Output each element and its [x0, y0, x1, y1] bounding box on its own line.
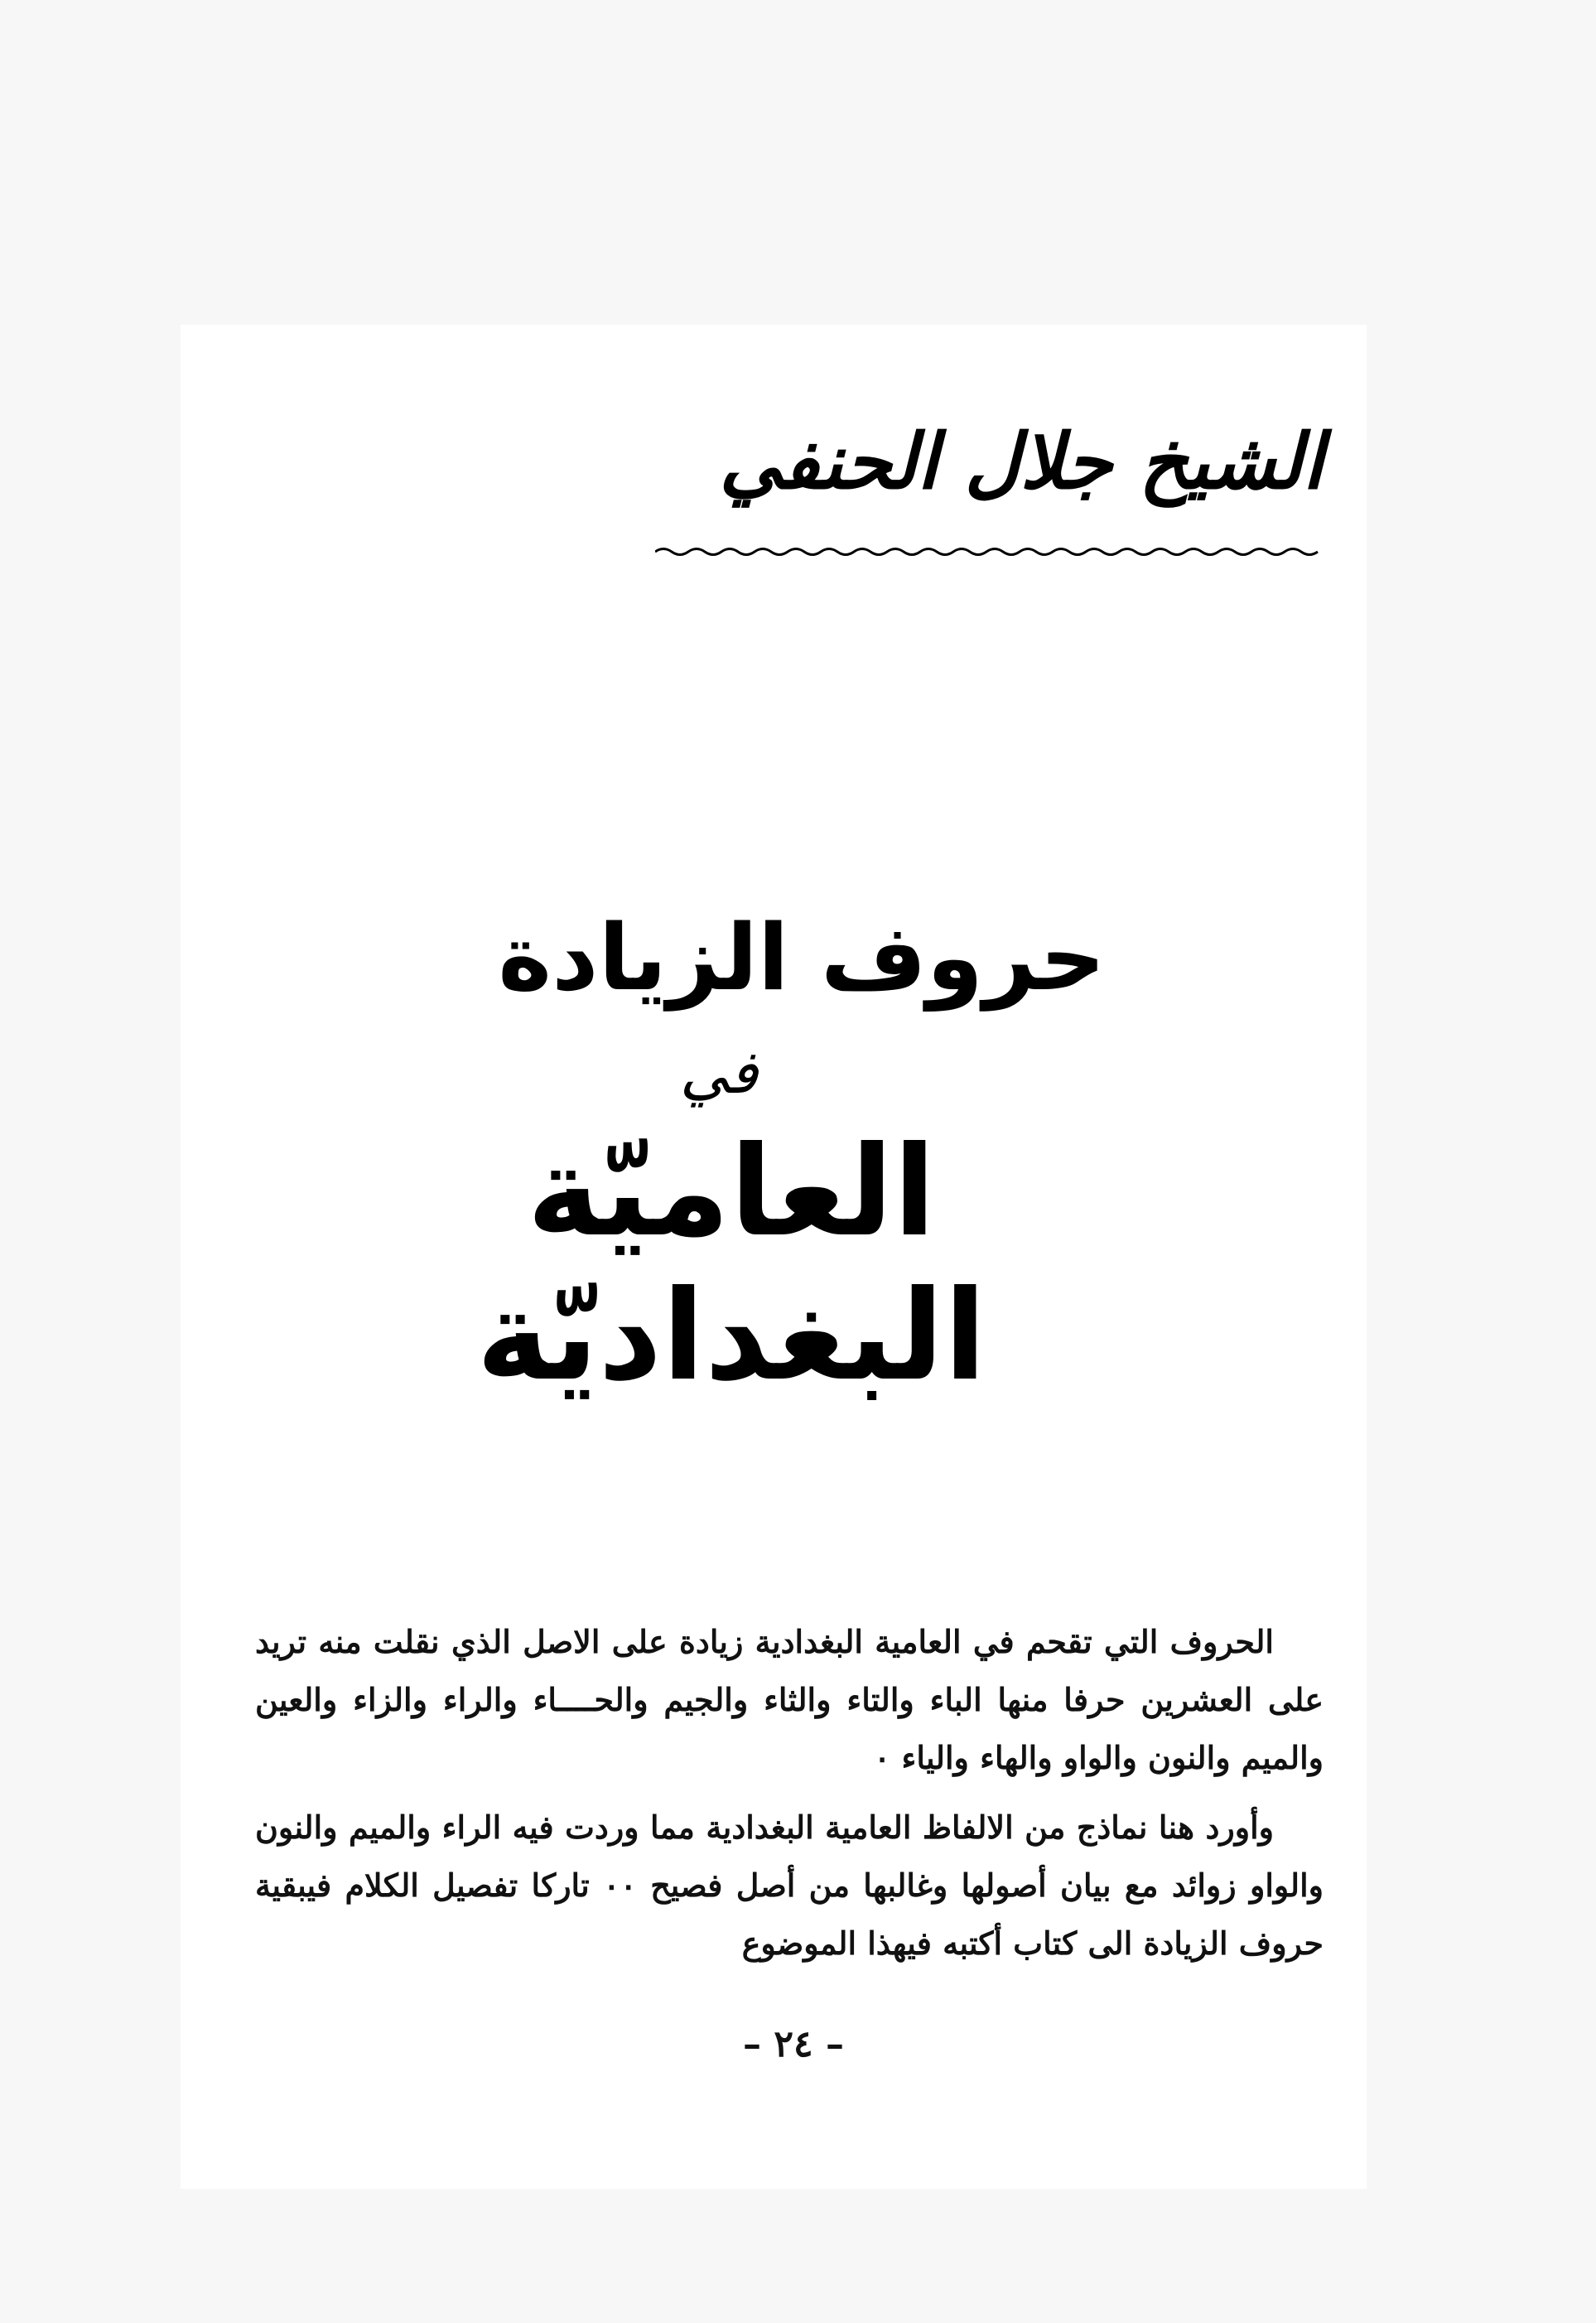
author-name: الشيخ جلال الحنفي — [719, 417, 1324, 506]
title-line-2: في — [679, 1037, 759, 1107]
title-line-1: حروف الزيادة — [498, 905, 1106, 1011]
page-number: – ٢٤ – — [743, 2023, 844, 2065]
wavy-underline — [655, 544, 1326, 559]
book-page — [181, 325, 1367, 2189]
paragraph: وأورد هنا نماذج من الالفاظ العامية البغدادية مما وردت فيه الراء والميم والنون والواو زوائد مع بيان أصولها وغالبها من أصل فصيح ٠٠ تاركا تفصيل الكلام فيبقية حروف الزيادة الى كتاب أكتبه فيهذا الموضوع — [255, 1809, 1324, 1962]
paragraph: الحروف التي تقحم في العامية البغدادية زيادة على الاصل الذي نقلت منه تريد على العشرين حرفا منها الباء والتاء والثاء والجيم والحــــاء والراء والزاء والعين والميم والنون والواو والهاء والياء ٠ — [255, 1623, 1324, 1776]
title-line-3: العاميّة البغداديّة — [476, 1120, 986, 1408]
body-text — [255, 1613, 1324, 1984]
